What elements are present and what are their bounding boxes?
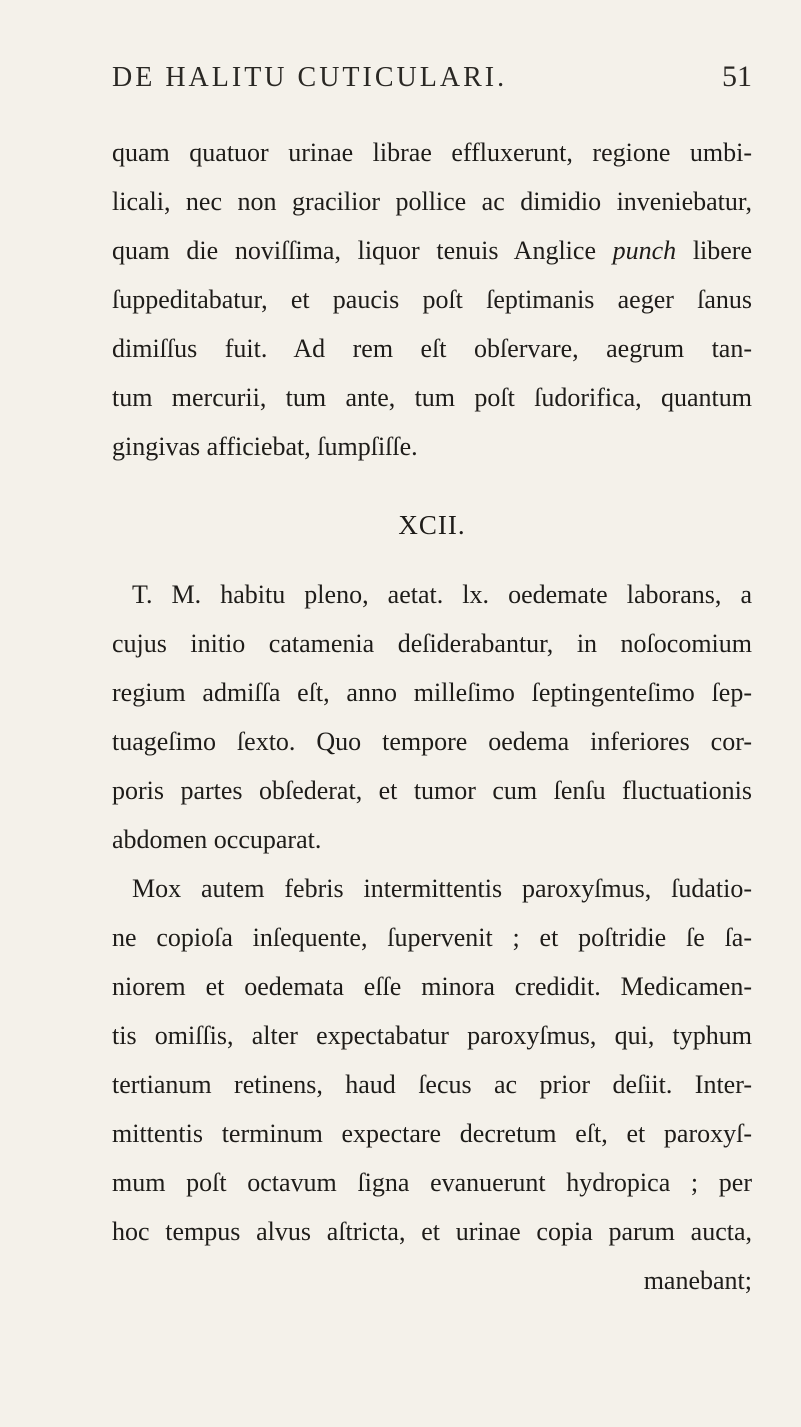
running-title: DE HALITU CUTICULARI.: [112, 62, 508, 93]
text-line: Mox autem febris intermittentis paroxyſmus, ſudatio-: [132, 874, 752, 903]
catchword: manebant;: [643, 1266, 752, 1295]
text-line: ne copioſa inſequente, ſupervenit ; et poſtridie ſe ſa-: [112, 923, 752, 952]
text-segment: libere: [676, 236, 753, 265]
text-line: tum mercurii, tum ante, tum poſt ſudorifica, quantum: [112, 383, 752, 412]
text-line: ſuppeditabatur, et paucis poſt ſeptimanis aeger ſanus: [112, 285, 752, 314]
paragraph-1: [112, 128, 752, 471]
paragraph-2: [112, 570, 752, 864]
italic-word: punch: [612, 236, 677, 265]
running-header: [112, 60, 752, 110]
page-number: 51: [722, 60, 752, 93]
text-line: mum poſt octavum ſigna evanuerunt hydropica ; per: [112, 1168, 752, 1197]
text-segment: quam die noviſſima, liquor tenuis Anglice: [112, 236, 613, 265]
text-line: tuageſimo ſexto. Quo tempore oedema inferiores cor-: [112, 727, 752, 756]
text-line: regium admiſſa eſt, anno milleſimo ſeptingenteſimo ſep-: [112, 678, 752, 707]
text-line: cujus initio catamenia deſiderabantur, in noſocomium: [112, 629, 752, 658]
text-line: quam quatuor urinae librae effluxerunt, regione umbi-: [112, 138, 752, 167]
text-line: licali, nec non gracilior pollice ac dimidio inveniebatur,: [112, 187, 752, 216]
body-text: [112, 128, 752, 1305]
text-line: niorem et oedemata eſſe minora credidit. Medicamen-: [112, 972, 752, 1001]
text-line: dimiſſus fuit. Ad rem eſt obſervare, aegrum tan-: [112, 334, 752, 363]
text-line: hoc tempus alvus aſtricta, et urinae copia parum aucta,: [112, 1217, 752, 1246]
text-line: tis omiſſis, alter expectabatur paroxyſmus, qui, typhum: [112, 1021, 752, 1050]
text-line: poris partes obſederat, et tumor cum ſenſu fluctuationis: [112, 776, 752, 805]
text-line: [112, 226, 752, 275]
text-line: gingivas afficiebat, ſumpſiſſe.: [112, 432, 418, 461]
text-line: mittentis terminum expectare decretum eſt, et paroxyſ-: [112, 1119, 752, 1148]
paragraph-3: [112, 864, 752, 1305]
text-line: abdomen occuparat.: [112, 825, 322, 854]
text-line: T. M. habitu pleno, aetat. lx. oedemate laborans, a: [132, 580, 752, 609]
section-heading: XCII.: [398, 510, 466, 540]
text-line: tertianum retinens, haud ſecus ac prior deſiit. Inter-: [112, 1070, 752, 1099]
